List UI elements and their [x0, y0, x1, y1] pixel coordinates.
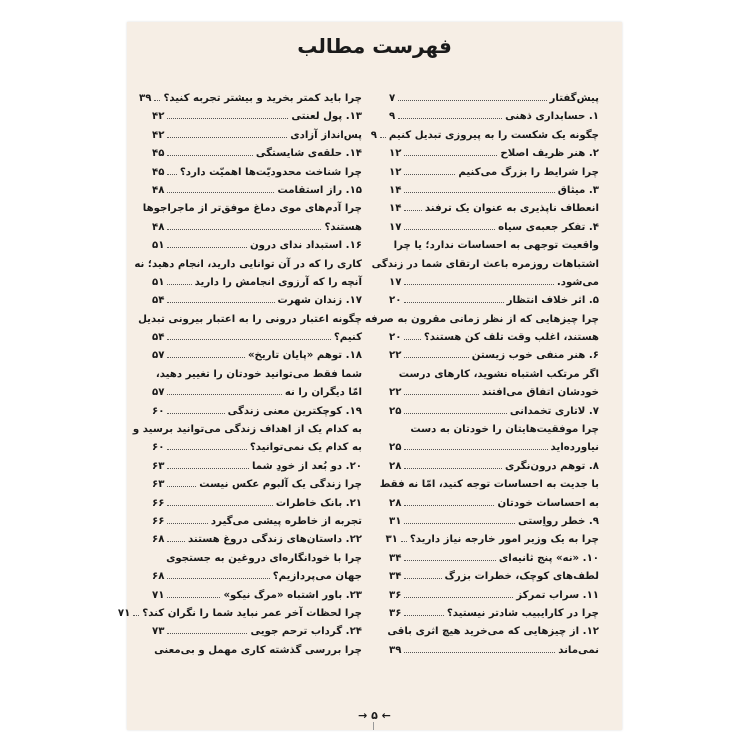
toc-page-number: ۴۲ — [152, 129, 165, 141]
toc-entry-text: چرا شرایط را بزرگ می‌کنیم — [458, 166, 599, 178]
toc-line — [389, 200, 599, 218]
toc-entry-text: ۶. هنر منفی خوب زیستن — [471, 350, 599, 362]
toc-entry-text: ۱۱. سراب تمرکز — [516, 589, 599, 601]
toc-page-number: ۵۱ — [152, 240, 165, 252]
toc-line — [364, 311, 599, 329]
toc-line — [389, 623, 599, 641]
toc-entry — [389, 90, 599, 108]
dot-leader — [404, 174, 455, 175]
toc-line — [152, 495, 362, 513]
toc-entry-text: ۲۲. داستان‌های زندگی دروغ هستند — [188, 534, 362, 546]
toc-entry — [152, 182, 362, 200]
toc-line — [152, 329, 362, 347]
toc-line — [152, 531, 362, 549]
toc-entry-text: آنچه را که آرزوی انجامش را دارید — [194, 276, 362, 288]
toc-line — [385, 531, 599, 549]
toc-entry — [152, 127, 362, 145]
toc-entry-text: چرا موفقیت‌هایتان را خودتان به دست — [410, 424, 599, 436]
dot-leader — [167, 468, 249, 469]
dot-leader — [404, 357, 468, 358]
toc-page-number: ۶۳ — [152, 479, 165, 491]
toc-entry — [142, 200, 362, 237]
toc-entry-text: هستند، اغلب وقت تلف کن هستند؟ — [423, 332, 599, 344]
column-divider — [373, 722, 374, 730]
toc-line — [152, 550, 362, 568]
toc-line — [152, 366, 362, 384]
dot-leader — [404, 523, 515, 524]
toc-entry — [152, 495, 362, 513]
toc-page-number: ۷۱ — [152, 589, 165, 601]
dot-leader — [167, 633, 247, 634]
toc-entry — [389, 145, 599, 163]
toc-entry-text: ۲۴. گرداب ترحم جویی — [250, 626, 362, 638]
toc-entry-text: چگونه یک شکست را به پیروزی تبدیل کنیم — [388, 129, 599, 141]
toc-entry — [389, 513, 599, 531]
toc-line — [389, 495, 599, 513]
toc-entry-text: ۱۰. «نه» پنج ثانیه‌ای — [498, 552, 599, 564]
toc-page-number: ۳۴ — [389, 571, 402, 583]
toc-entry-text: به احساسات خودتان — [497, 497, 599, 509]
toc-line — [138, 311, 362, 329]
toc-entry-text: ۵. اثر خلاف انتظار — [506, 295, 599, 307]
toc-entry-text: ۱. حسابداری ذهنی — [505, 111, 599, 123]
toc-entry-text: ۲. هنر ظریف اصلاح — [500, 148, 599, 160]
toc-entry — [364, 311, 599, 348]
toc-line — [152, 274, 362, 292]
toc-page-number: ۲۰ — [389, 332, 402, 344]
toc-page-number: ۴۸ — [152, 184, 165, 196]
toc-entry-text: ۱۵. راز استقامت — [277, 184, 362, 196]
dot-leader — [404, 468, 502, 469]
toc-line — [389, 458, 599, 476]
toc-entry-text: چرا آدم‌های موی دماغ موفق‌تر از ماجراجوها — [142, 203, 362, 215]
toc-entry — [389, 292, 599, 310]
toc-page-number: ۴۲ — [152, 111, 165, 123]
toc-line — [389, 219, 599, 237]
toc-line — [132, 421, 362, 439]
dot-leader — [380, 137, 386, 138]
toc-entry-text: ۱۴. حلقه‌ی شایستگی — [255, 148, 362, 160]
toc-entry-text: ۱۳. پول لعنتی — [291, 111, 362, 123]
toc-page-number: ۷۱ — [117, 607, 131, 619]
toc-entry-text: چرا لحظات آخر عمر نباید شما را نگران کند؟ — [142, 607, 362, 619]
toc-entry — [152, 550, 362, 587]
toc-line — [152, 182, 362, 200]
toc-entry-text: با جدیت به احساسات توجه کنید، امّا نه فقط — [379, 479, 599, 491]
toc-entry-text: شما فقط می‌توانید خودتان را تغییر دهید، — [155, 368, 362, 380]
toc-page-number: ۱۴ — [389, 203, 402, 215]
toc-page-number: ۶۸ — [152, 534, 165, 546]
toc-page-number: ۵۴ — [152, 332, 165, 344]
toc-line — [389, 568, 599, 586]
toc-entry — [389, 587, 599, 605]
toc-page-number: ۴۸ — [152, 221, 165, 233]
toc-entry — [152, 476, 362, 494]
toc-line — [370, 127, 599, 145]
toc-line — [389, 329, 599, 347]
dot-leader — [398, 100, 546, 101]
toc-page-number: ۹ — [370, 129, 377, 141]
dot-leader — [404, 229, 495, 230]
toc-entry — [152, 292, 362, 310]
toc-entry-text: چگونه اعتبار درونی را به اعتبار بیرونی تبدیل — [138, 313, 362, 325]
toc-page-number: ۹ — [389, 111, 396, 123]
toc-entry-text: ۲۰. دو بُعد از خودِ شما — [251, 460, 362, 472]
toc-entry-text: ۷. لاتاری تخمدانی — [509, 405, 599, 417]
toc-entry-text: اشتباهات روزمره باعث ارتقای شما در زندگی — [371, 258, 599, 270]
toc-line — [152, 623, 362, 641]
toc-entry-text: ۹. خطر رواِستی — [518, 515, 599, 527]
toc-line — [152, 164, 362, 182]
toc-entry-text: کنیم؟ — [333, 332, 362, 344]
dot-leader — [167, 174, 176, 175]
toc-entry — [152, 458, 362, 476]
dot-leader — [404, 560, 495, 561]
dot-leader — [404, 413, 506, 414]
toc-entry — [138, 311, 362, 348]
toc-entry — [152, 531, 362, 549]
toc-entry-text: چرا در کارایبیب شادتر نیستید؟ — [446, 607, 599, 619]
toc-entry-text: ۱۹. کوچکترین معنی زندگی — [227, 405, 362, 417]
toc-line — [152, 642, 362, 660]
toc-line — [389, 145, 599, 163]
dot-leader — [167, 339, 330, 340]
toc-line — [152, 439, 362, 457]
toc-entry — [132, 421, 362, 458]
toc-entry-text: به کدام یک از اهداف زندگی می‌توانید برسید و — [132, 424, 362, 436]
toc-line — [134, 256, 362, 274]
toc-line — [152, 458, 362, 476]
toc-page-number: ۲۸ — [389, 460, 402, 472]
toc-page-number: ۱۲ — [389, 166, 402, 178]
toc-line — [389, 513, 599, 531]
dot-leader — [167, 578, 269, 579]
toc-entry-text: خودشان اتفاق می‌افتند — [481, 387, 599, 399]
toc-page-number: ۵۱ — [152, 276, 165, 288]
toc-entry-text: واقعیت توجهی به احساسات ندارد؛ یا چرا — [393, 240, 599, 252]
toc-entry — [117, 605, 362, 623]
toc-page-number: ۱۲ — [389, 148, 402, 160]
dot-leader — [404, 155, 497, 156]
page-number: → ۵ ← — [358, 709, 391, 722]
toc-page-number: ۵۷ — [152, 387, 165, 399]
toc-line — [389, 642, 599, 660]
toc-entry — [389, 366, 599, 403]
dot-leader — [167, 486, 196, 487]
toc-entry — [152, 642, 362, 660]
toc-entry — [152, 164, 362, 182]
toc-entry — [389, 200, 599, 218]
toc-page-number: ۶۸ — [152, 571, 165, 583]
dot-leader — [167, 302, 274, 303]
toc-entry-text: ۱۲. از چیزهایی که می‌خرید هیچ اثری باقی — [387, 626, 599, 638]
dot-leader — [167, 449, 246, 450]
dot-leader — [167, 118, 288, 119]
book-page — [117, 22, 622, 730]
toc-entry-text: تجربه از خاطره پیشی می‌گیرد — [210, 515, 362, 527]
toc-column-left — [117, 90, 362, 660]
dot-leader — [133, 615, 139, 616]
dot-leader — [167, 192, 274, 193]
toc-page-number: ۴۵ — [152, 148, 165, 160]
toc-entry — [389, 421, 599, 458]
toc-line — [389, 366, 599, 384]
toc-line — [152, 513, 362, 531]
toc-line — [152, 384, 362, 402]
toc-entry-text: نمی‌ماند — [558, 644, 599, 656]
toc-line — [389, 439, 599, 457]
toc-line — [389, 403, 599, 421]
toc-line — [389, 90, 599, 108]
toc-page-number: ۴۵ — [152, 166, 165, 178]
toc-entry — [152, 623, 362, 641]
toc-entry-text: ۱۶. استبداد ندای درون — [249, 240, 362, 252]
dot-leader — [404, 652, 555, 653]
toc-line — [389, 274, 599, 292]
toc-page-number: ۲۲ — [389, 350, 402, 362]
toc-page-number: ۲۸ — [389, 497, 402, 509]
dot-leader — [167, 505, 272, 506]
toc-line — [152, 476, 362, 494]
toc-entry-text: ۸. توهم درون‌نگری — [505, 460, 599, 472]
toc-line — [142, 200, 362, 218]
toc-entry-text: ۲۳. باور اشتباه «مرگ نیکو» — [223, 589, 362, 601]
toc-entry-text: اگر مرتکب اشتباه نشوید، کارهای درست — [398, 368, 599, 380]
toc-entry-text: می‌شود. — [556, 276, 599, 288]
toc-entry — [371, 237, 599, 292]
toc-page-number: ۷ — [389, 93, 396, 104]
toc-entry-text: پیش‌گفتار — [549, 93, 599, 104]
toc-page-number: ۶۰ — [152, 442, 165, 454]
dot-leader — [401, 541, 407, 542]
toc-line — [389, 587, 599, 605]
toc-page-number: ۱۷ — [389, 221, 402, 233]
toc-entry — [152, 587, 362, 605]
toc-entry — [389, 108, 599, 126]
toc-entry — [152, 145, 362, 163]
toc-line — [389, 384, 599, 402]
toc-entry — [385, 531, 599, 549]
dot-leader — [398, 118, 502, 119]
toc-entry — [370, 127, 599, 145]
toc-entry — [152, 237, 362, 255]
toc-entry-text: امّا دیگران را نه — [284, 387, 362, 399]
dot-leader — [167, 155, 252, 156]
toc-entry — [152, 513, 362, 531]
toc-line — [152, 219, 362, 237]
toc-entry — [389, 605, 599, 623]
toc-entry — [152, 366, 362, 403]
toc-entry-text: چرا با خودانگاره‌ای دروغین به جستجوی — [166, 552, 362, 564]
toc-entry-text: انعطاف ناپذیری به عنوان یک ترفند — [424, 203, 599, 215]
dot-leader — [167, 284, 191, 285]
toc-entry — [389, 164, 599, 182]
dot-leader — [404, 339, 420, 340]
toc-entry-text: چرا چیزهایی که از نظر زمانی مقرون به صرفه — [364, 313, 599, 325]
toc-entry — [389, 623, 599, 660]
toc-entry — [389, 182, 599, 200]
toc-line — [389, 421, 599, 439]
toc-entry — [152, 108, 362, 126]
dot-leader — [404, 192, 554, 193]
toc-line — [389, 605, 599, 623]
toc-entry-text: کاری را که در آن توانایی دارید، انجام دهید؛ نه — [134, 258, 362, 270]
toc-entry-text: چرا بررسی گذشته کاری مهمل و بی‌معنی — [154, 644, 362, 656]
toc-page-number: ۱۴ — [389, 184, 402, 196]
toc-page-number: ۳۴ — [389, 552, 402, 564]
toc-entry — [389, 347, 599, 365]
toc-line — [389, 164, 599, 182]
toc-page-number: ۳۶ — [389, 589, 402, 601]
toc-entry-text: هستند؟ — [324, 221, 362, 233]
toc-entry-text: ۱۷. زندان شهرت — [277, 295, 362, 307]
toc-entry-text: پس‌انداز آزادی — [290, 129, 362, 141]
toc-entry-text: لطف‌های کوچک، خطرات بزرگ — [444, 571, 599, 583]
toc-entry — [389, 550, 599, 568]
toc-entry — [389, 568, 599, 586]
toc-line — [152, 403, 362, 421]
toc-entry — [139, 90, 362, 108]
toc-page-number: ۷۳ — [152, 626, 165, 638]
toc-entry — [389, 219, 599, 237]
toc-line — [389, 237, 599, 255]
toc-line — [152, 568, 362, 586]
dot-leader — [167, 523, 207, 524]
toc-line — [152, 237, 362, 255]
toc-entry-text: چرا باید کمتر بخرید و بیشتر تجربه کنید؟ — [163, 93, 362, 104]
toc-line — [389, 182, 599, 200]
toc-page-number: ۲۲ — [389, 387, 402, 399]
toc-entry-text: چرا زندگی یک آلبوم عکس نیست — [199, 479, 362, 491]
toc-line — [379, 476, 599, 494]
toc-line — [389, 550, 599, 568]
toc-entry-text: به کدام یک نمی‌توانید؟ — [249, 442, 362, 454]
toc-line — [371, 256, 599, 274]
toc-page-number: ۳۹ — [389, 644, 402, 656]
toc-line — [117, 605, 362, 623]
toc-line — [152, 108, 362, 126]
toc-page-number: ۶۶ — [152, 497, 165, 509]
dot-leader — [404, 210, 421, 211]
toc-entry — [379, 476, 599, 513]
toc-line — [139, 90, 362, 108]
toc-page-number: ۱۷ — [389, 276, 402, 288]
dot-leader — [167, 137, 287, 138]
toc-page-number: ۲۵ — [389, 442, 402, 454]
dot-leader — [404, 449, 547, 450]
toc-page-number: ۶۰ — [152, 405, 165, 417]
toc-entry-text: جهان می‌پردازیم؟ — [272, 571, 362, 583]
toc-page-number: ۶۶ — [152, 515, 165, 527]
toc-page-number: ۵۴ — [152, 295, 165, 307]
toc-entry — [134, 256, 362, 293]
toc-entry — [389, 458, 599, 476]
dot-leader — [404, 302, 503, 303]
dot-leader — [167, 229, 321, 230]
dot-leader — [167, 247, 247, 248]
toc-page-number: ۵۷ — [152, 350, 165, 362]
toc-entry-text: ۱۸. توهم «پایان تاریخ» — [247, 350, 362, 362]
dot-leader — [404, 505, 494, 506]
dot-leader — [167, 597, 220, 598]
toc-line — [389, 108, 599, 126]
dot-leader — [404, 615, 443, 616]
dot-leader — [167, 413, 224, 414]
dot-leader — [404, 597, 513, 598]
dot-leader — [167, 357, 245, 358]
toc-entry-text: ۳. میثاق — [557, 184, 599, 196]
toc-page-number: ۳۱ — [389, 515, 402, 527]
toc-line — [152, 347, 362, 365]
toc-entry-text: نیاورده‌اید — [550, 442, 599, 454]
dot-leader — [404, 284, 553, 285]
dot-leader — [404, 394, 478, 395]
dot-leader — [167, 541, 185, 542]
dot-leader — [154, 100, 160, 101]
toc-line — [152, 145, 362, 163]
dot-leader — [167, 394, 281, 395]
toc-page-number: ۶۳ — [152, 460, 165, 472]
toc-entry-text: چرا به یک وزیر امور خارجه نیاز دارید؟ — [409, 534, 599, 546]
page-title: فهرست مطالب — [297, 34, 452, 58]
toc-column-right — [364, 90, 599, 660]
toc-page-number: ۲۰ — [389, 295, 402, 307]
toc-line — [389, 347, 599, 365]
toc-entry — [389, 403, 599, 421]
toc-entry-text: چرا شناخت محدودیّت‌ها اهمیّت دارد؟ — [179, 166, 362, 178]
toc-line — [389, 292, 599, 310]
toc-line — [152, 292, 362, 310]
toc-page-number: ۳۹ — [139, 93, 152, 104]
toc-entry-text: ۴. تفکر جعبه‌ی سیاه — [498, 221, 599, 233]
toc-line — [152, 587, 362, 605]
toc-entry — [152, 347, 362, 365]
dot-leader — [404, 578, 441, 579]
toc-page-number: ۳۱ — [385, 534, 398, 546]
toc-entry-text: ۲۱. بانک خاطرات — [275, 497, 362, 509]
toc-line — [152, 127, 362, 145]
toc-page-number: ۲۵ — [389, 405, 402, 417]
toc-entry — [152, 403, 362, 421]
toc-page-number: ۳۶ — [389, 607, 402, 619]
